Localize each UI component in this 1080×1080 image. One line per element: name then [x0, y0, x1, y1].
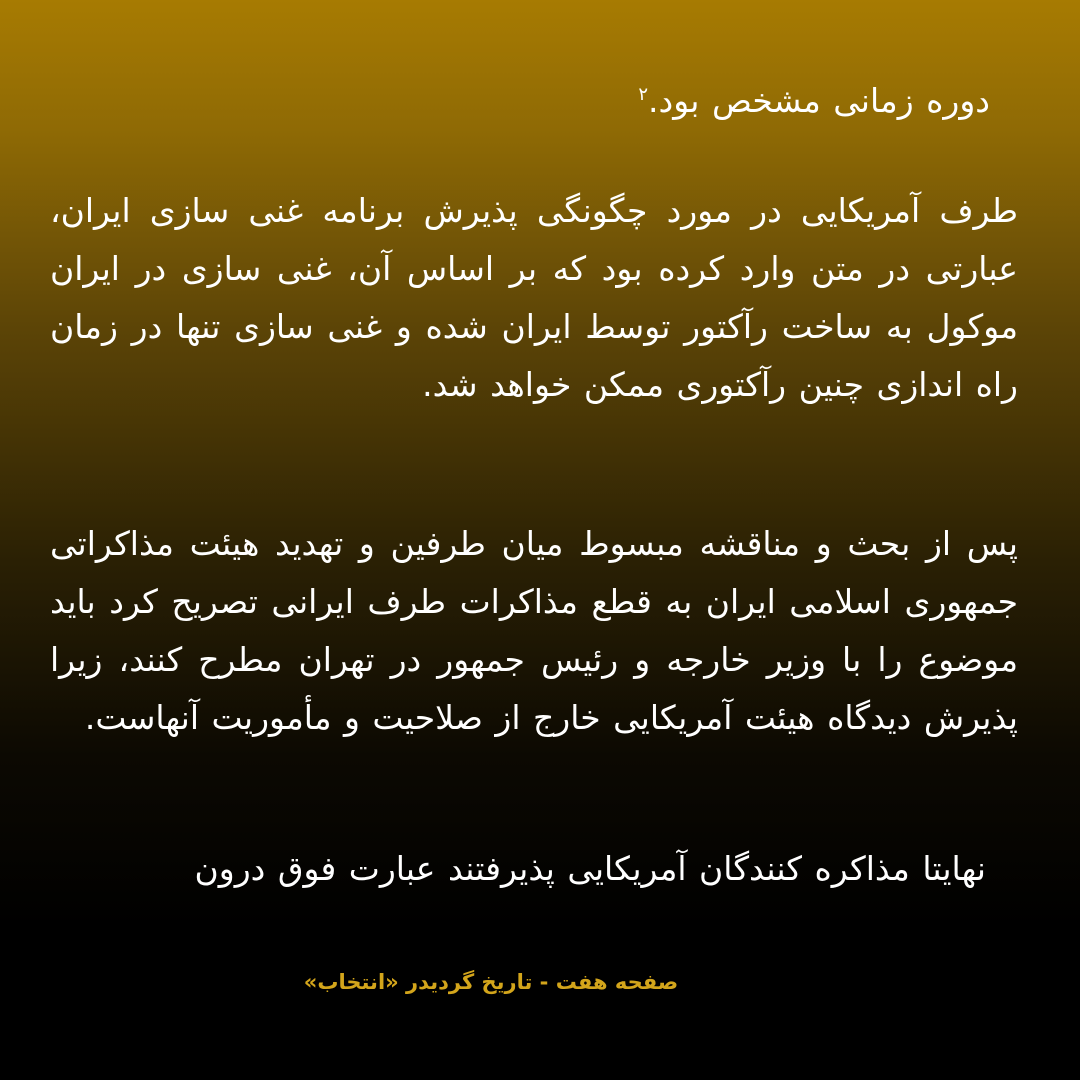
page-footer: صفحه هفت - تاریخ گردیدر «انتخاب»	[303, 970, 679, 994]
paragraph-negotiation: پس از بحث و مناقشه مبسوط میان طرفین و تهدید هیئت مذاکراتی جمهوری اسلامی ایران به قطع مذاکرات طرف ایرانی تصریح کرد باید موضوع را با وزیر خارجه و رئیس جمهور در تهران مطرح کنند، زیرا پذیرش دیدگاه هیئت آمریکایی خارج از صلاحیت و مأموریت آنهاست.	[50, 524, 1018, 737]
paragraph-conclusion: نهایتا مذاکره کنندگان آمریکایی پذیرفتند عبارت فوق درون	[194, 849, 986, 888]
footnote-reference: ۲	[638, 84, 649, 105]
intro-text: دوره زمانی مشخص بود.	[648, 81, 990, 120]
paragraph-enrichment: طرف آمریکایی در مورد چگونگی پذیرش برنامه غنی سازی ایران، عبارتی در متن وارد کرده بود که بر اساس آن، غنی سازی در ایران موکول به ساخت رآکتور توسط ایران شده و غنی سازی تنها در زمان راه اندازی چنین رآکتوری ممکن خواهد شد.	[50, 191, 1018, 404]
intro-paragraph	[50, 72, 990, 130]
